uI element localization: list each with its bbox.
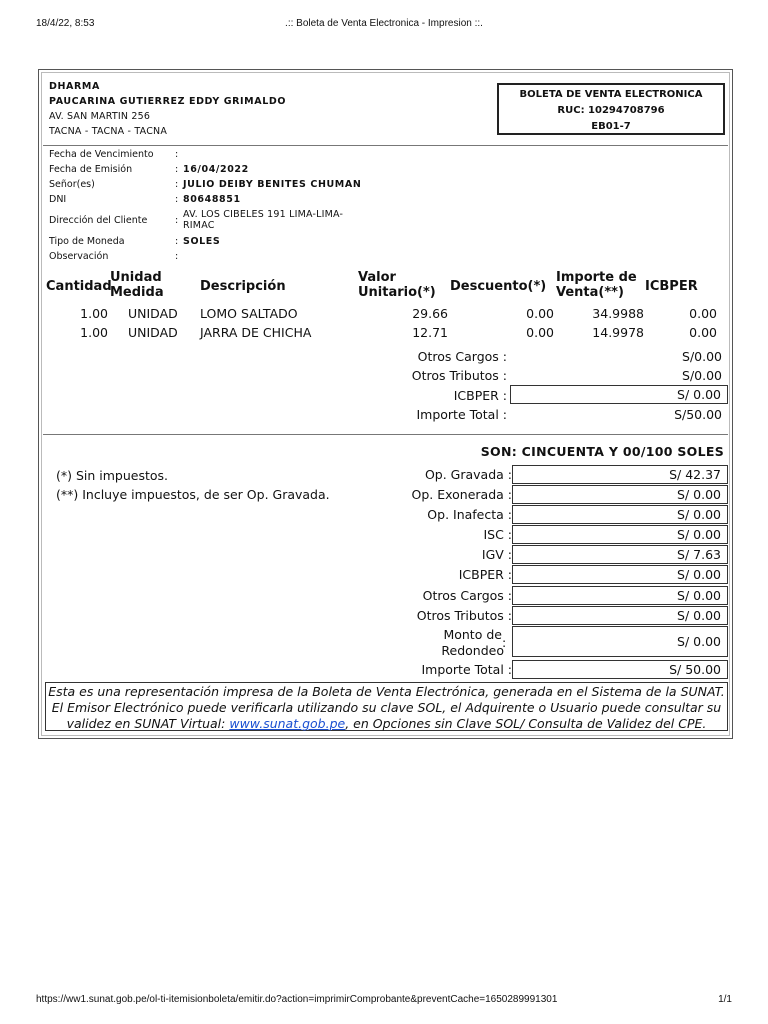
receipt-document: DHARMA PAUCARINA GUTIERREZ EDDY GRIMALDO AV. SAN MARTIN 256 TACNA - TACNA - TACNA BOLETA DE VENTA ELECTRONICA RUC: 10294708796 EB01-7 Fecha de Vencimiento : Fecha de Emisión : 16/04/2022 Señor(es) : JULIO DEIBY BENITES CHUMAN DNI : 80648851 Dirección del Cliente : AV. LOS CIBELES 191 LIMA-LIMA-RIMAC Tipo de Moneda : SOLES Observación : Cantidad Unidad Medida Descripción Valor Unitario(*) Descuento(*) Importe de Venta(**) ICBPER 1.00 UNIDAD LOMO SALTADO 29.66 0.00 34.9988 0.00 1.00 UNIDAD JARRA DE CHICHA 12.71 0.00 14.9978 0.00 Otros Cargos : S/0.00 Otros Tributos : S/0.00 ICBPER : S/ 0.00 Importe Total : S/50.00 SON: CINCUENTA Y 00/100 SOLES (*) Sin impuestos. (**) Incluye impuestos, de ser Op. Gravada. Op. Gravada : S/ 42.37 Op. Exonerada : S/ 0.00 Op. Inafecta : S/ 0.00 ISC : S/ 0.00 IGV : S/ 7.63 ICBPER : S/ 0.00 Otros Cargos : S/ 0.00 Otros Tributos : S/ 0.00 Monto de Redondeo : S/ 0.00 Importe Total : S/ 50.00 Esta es una representación impresa de la Boleta de Venta Electrónica, generada en el Sistema de la SUNAT. El Emisor Electrónico puede verificarla utilizando su clave SOL, el Adquirente o Usuario puede consultar su validez en SUNAT Virtual: www.sunat.gob.pe, en Opciones sin Clave SOL/ Consulta de Validez del CPE. — [38, 69, 733, 739]
summary-row-op-exonerada: Op. Exonerada : S/ 0.00 — [39, 485, 734, 505]
summary-row-importe-total: Importe Total : S/ 50.00 — [39, 660, 734, 680]
document-series: EB01-7 — [591, 121, 631, 132]
summary-row-igv: IGV : S/ 7.63 — [39, 545, 734, 565]
customer-row-address: Dirección del Cliente : AV. LOS CIBELES 191 LIMA-LIMA-RIMAC — [49, 209, 344, 231]
col-header-descuento: Descuento(*) — [450, 279, 547, 294]
print-page-number: 1/1 — [718, 994, 732, 1005]
print-datetime: 18/4/22, 8:53 — [36, 18, 95, 29]
print-url: https://ww1.sunat.gob.pe/ol-ti-itemisionboleta/emitir.do?action=imprimirComprobante&preventCache=1650289991301 — [36, 994, 558, 1005]
summary-row-redondeo: Monto de Redondeo : S/ 0.00 — [39, 626, 734, 660]
document-ruc: RUC: 10294708796 — [557, 105, 665, 116]
summary-row-op-inafecta: Op. Inafecta : S/ 0.00 — [39, 505, 734, 525]
col-header-valor: Valor Unitario(*) — [358, 270, 436, 300]
issuer-trade-name: DHARMA — [49, 81, 100, 92]
customer-row-dni: DNI : 80648851 — [49, 194, 241, 205]
col-header-unidad: Unidad Medida — [110, 270, 164, 300]
issuer-name: PAUCARINA GUTIERREZ EDDY GRIMALDO — [49, 96, 287, 107]
document-type: BOLETA DE VENTA ELECTRONICA — [519, 89, 703, 100]
issuer-address: AV. SAN MARTIN 256 — [49, 111, 151, 122]
note-sin-impuestos: (*) Sin impuestos. — [56, 468, 169, 483]
issuer-block — [49, 79, 286, 139]
issuer-location: TACNA - TACNA - TACNA — [49, 126, 168, 137]
legal-notice: Esta es una representación impresa de la Boleta de Venta Electrónica, generada en el Sistema de la SUNAT. El Emisor Electrónico puede verificarla utilizando su clave SOL, el Adquirente o Usuario puede consultar su validez en SUNAT Virtual: www.sunat.gob.pe, en Opciones sin Clave SOL/ Consulta de Validez del CPE. — [45, 682, 728, 731]
col-header-descripcion: Descripción — [200, 279, 286, 294]
customer-row-currency: Tipo de Moneda : SOLES — [49, 236, 221, 247]
summary-row-op-gravada: Op. Gravada : S/ 42.37 — [39, 465, 734, 485]
customer-row-due-date: Fecha de Vencimiento : — [49, 149, 179, 160]
col-header-importe: Importe de Venta(**) — [556, 270, 637, 300]
customer-row-observation: Observación : — [49, 251, 179, 262]
document-type-box — [497, 83, 725, 135]
amount-in-words: SON: CINCUENTA Y 00/100 SOLES — [480, 444, 724, 459]
print-footer — [36, 994, 732, 1008]
print-title: .:: Boleta de Venta Electronica - Impresion ::. — [285, 18, 483, 29]
sunat-link[interactable]: www.sunat.gob.pe — [229, 716, 346, 731]
header-divider — [43, 145, 728, 146]
col-header-icbper: ICBPER — [645, 279, 698, 294]
customer-row-name: Señor(es) : JULIO DEIBY BENITES CHUMAN — [49, 179, 362, 190]
summary-row-otros-tributos: Otros Tributos : S/ 0.00 — [39, 606, 734, 626]
summary-row-isc: ISC : S/ 0.00 — [39, 525, 734, 545]
print-header — [36, 18, 732, 32]
col-header-cantidad: Cantidad — [46, 279, 112, 294]
summary-row-otros-cargos: Otros Cargos : S/ 0.00 — [39, 586, 734, 606]
customer-info — [49, 148, 469, 265]
note-incluye-impuestos: (**) Incluye impuestos, de ser Op. Gravada. — [56, 487, 330, 502]
summary-row-icbper: ICBPER : S/ 0.00 — [39, 565, 734, 585]
totals-divider — [43, 434, 728, 435]
customer-row-issue-date: Fecha de Emisión : 16/04/2022 — [49, 164, 249, 175]
